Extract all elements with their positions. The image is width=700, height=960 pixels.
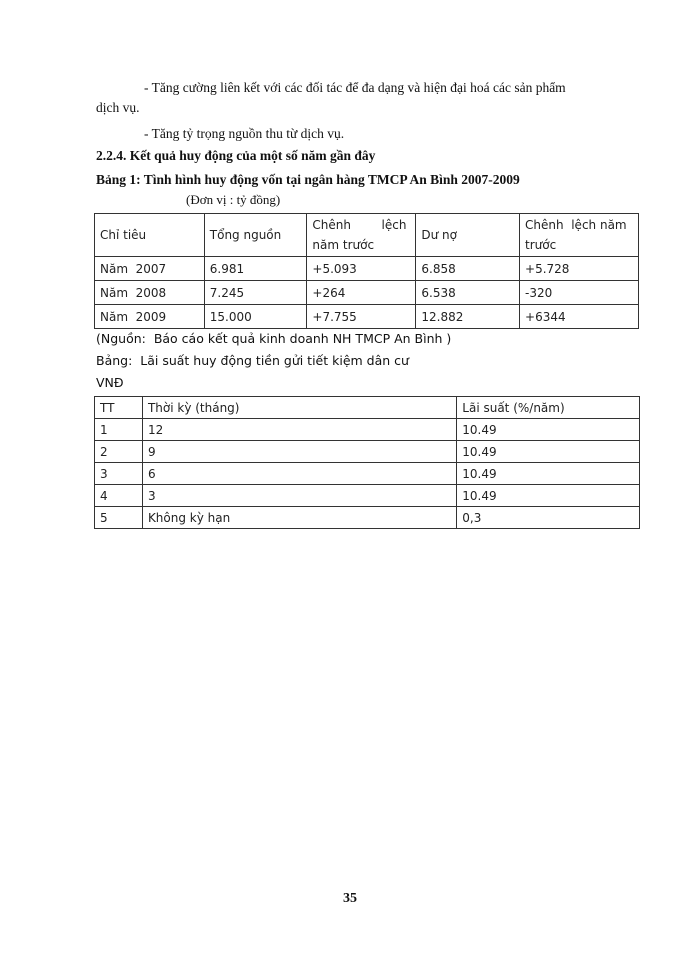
table-row <box>95 419 640 441</box>
row-total: 7.245 <box>204 281 307 305</box>
table-1-unit: (Đơn vị : tỷ đồng) <box>186 192 281 207</box>
interest-rate-table <box>94 396 640 529</box>
header-no: TT <box>95 397 143 419</box>
row-diff: +5.093 <box>307 257 416 281</box>
row-loans-diff: +6344 <box>520 305 639 329</box>
header-rate: Lãi suất (%/năm) <box>457 397 640 419</box>
table-2-title: Bảng: Lãi suất huy động tiền gửi tiết kiệm dân cư <box>96 353 409 368</box>
table-row <box>95 257 639 281</box>
page-number: 35 <box>343 891 357 906</box>
table-row <box>95 507 640 529</box>
row-label: Năm 2008 <box>95 281 205 305</box>
header-diff-prev-year <box>307 214 416 257</box>
row-diff: +7.755 <box>307 305 416 329</box>
row-loans: 6.858 <box>416 257 520 281</box>
table-row <box>95 441 640 463</box>
row-period: 9 <box>142 441 456 463</box>
capital-mobilization-table <box>94 213 639 329</box>
row-no: 2 <box>95 441 143 463</box>
bullet-paragraph-1 <box>96 78 636 118</box>
row-loans: 6.538 <box>416 281 520 305</box>
row-rate: 10.49 <box>457 485 640 507</box>
row-loans-diff: -320 <box>520 281 639 305</box>
row-period: 3 <box>142 485 456 507</box>
row-rate: 10.49 <box>457 441 640 463</box>
row-no: 3 <box>95 463 143 485</box>
row-diff: +264 <box>307 281 416 305</box>
row-total: 15.000 <box>204 305 307 329</box>
table-header-row <box>95 397 640 419</box>
row-period: 6 <box>142 463 456 485</box>
table-row <box>95 281 639 305</box>
bullet-1-line-2: dịch vụ. <box>96 100 140 115</box>
table-1-source: (Nguồn: Báo cáo kết quả kinh doanh NH TMCP An Bình ) <box>96 331 452 346</box>
header-loans-diff-line-2: trước <box>525 238 557 252</box>
row-loans-diff: +5.728 <box>520 257 639 281</box>
header-loans-diff-line-1: Chênh lệch năm <box>525 218 627 232</box>
bullet-paragraph-2: - Tăng tỷ trọng nguồn thu từ dịch vụ. <box>144 126 345 141</box>
row-rate: 10.49 <box>457 463 640 485</box>
header-total-source: Tổng nguồn <box>204 214 307 257</box>
table-row <box>95 463 640 485</box>
row-no: 5 <box>95 507 143 529</box>
row-no: 4 <box>95 485 143 507</box>
table-header-row <box>95 214 639 257</box>
row-period: Không kỳ hạn <box>142 507 456 529</box>
row-total: 6.981 <box>204 257 307 281</box>
row-period: 12 <box>142 419 456 441</box>
header-diff-line-1: Chênh lệch <box>312 218 407 232</box>
header-diff-line-2: năm trước <box>312 238 375 252</box>
header-indicator: Chỉ tiêu <box>95 214 205 257</box>
header-loans: Dư nợ <box>416 214 520 257</box>
section-heading: 2.2.4. Kết quả huy động của một số năm gần đây <box>96 148 376 163</box>
table-row <box>95 485 640 507</box>
bullet-1-line-1: - Tăng cường liên kết với các đối tác để đa dạng và hiện đại hoá các sản phẩm <box>144 80 566 95</box>
row-no: 1 <box>95 419 143 441</box>
row-label: Năm 2007 <box>95 257 205 281</box>
table-2-currency: VNĐ <box>96 375 124 390</box>
table-1-title: Bảng 1: Tình hình huy động vốn tại ngân hàng TMCP An Bình 2007-2009 <box>96 172 520 187</box>
table-row <box>95 305 639 329</box>
row-rate: 0,3 <box>457 507 640 529</box>
header-loans-diff <box>520 214 639 257</box>
row-label: Năm 2009 <box>95 305 205 329</box>
header-period: Thời kỳ (tháng) <box>142 397 456 419</box>
row-rate: 10.49 <box>457 419 640 441</box>
row-loans: 12.882 <box>416 305 520 329</box>
